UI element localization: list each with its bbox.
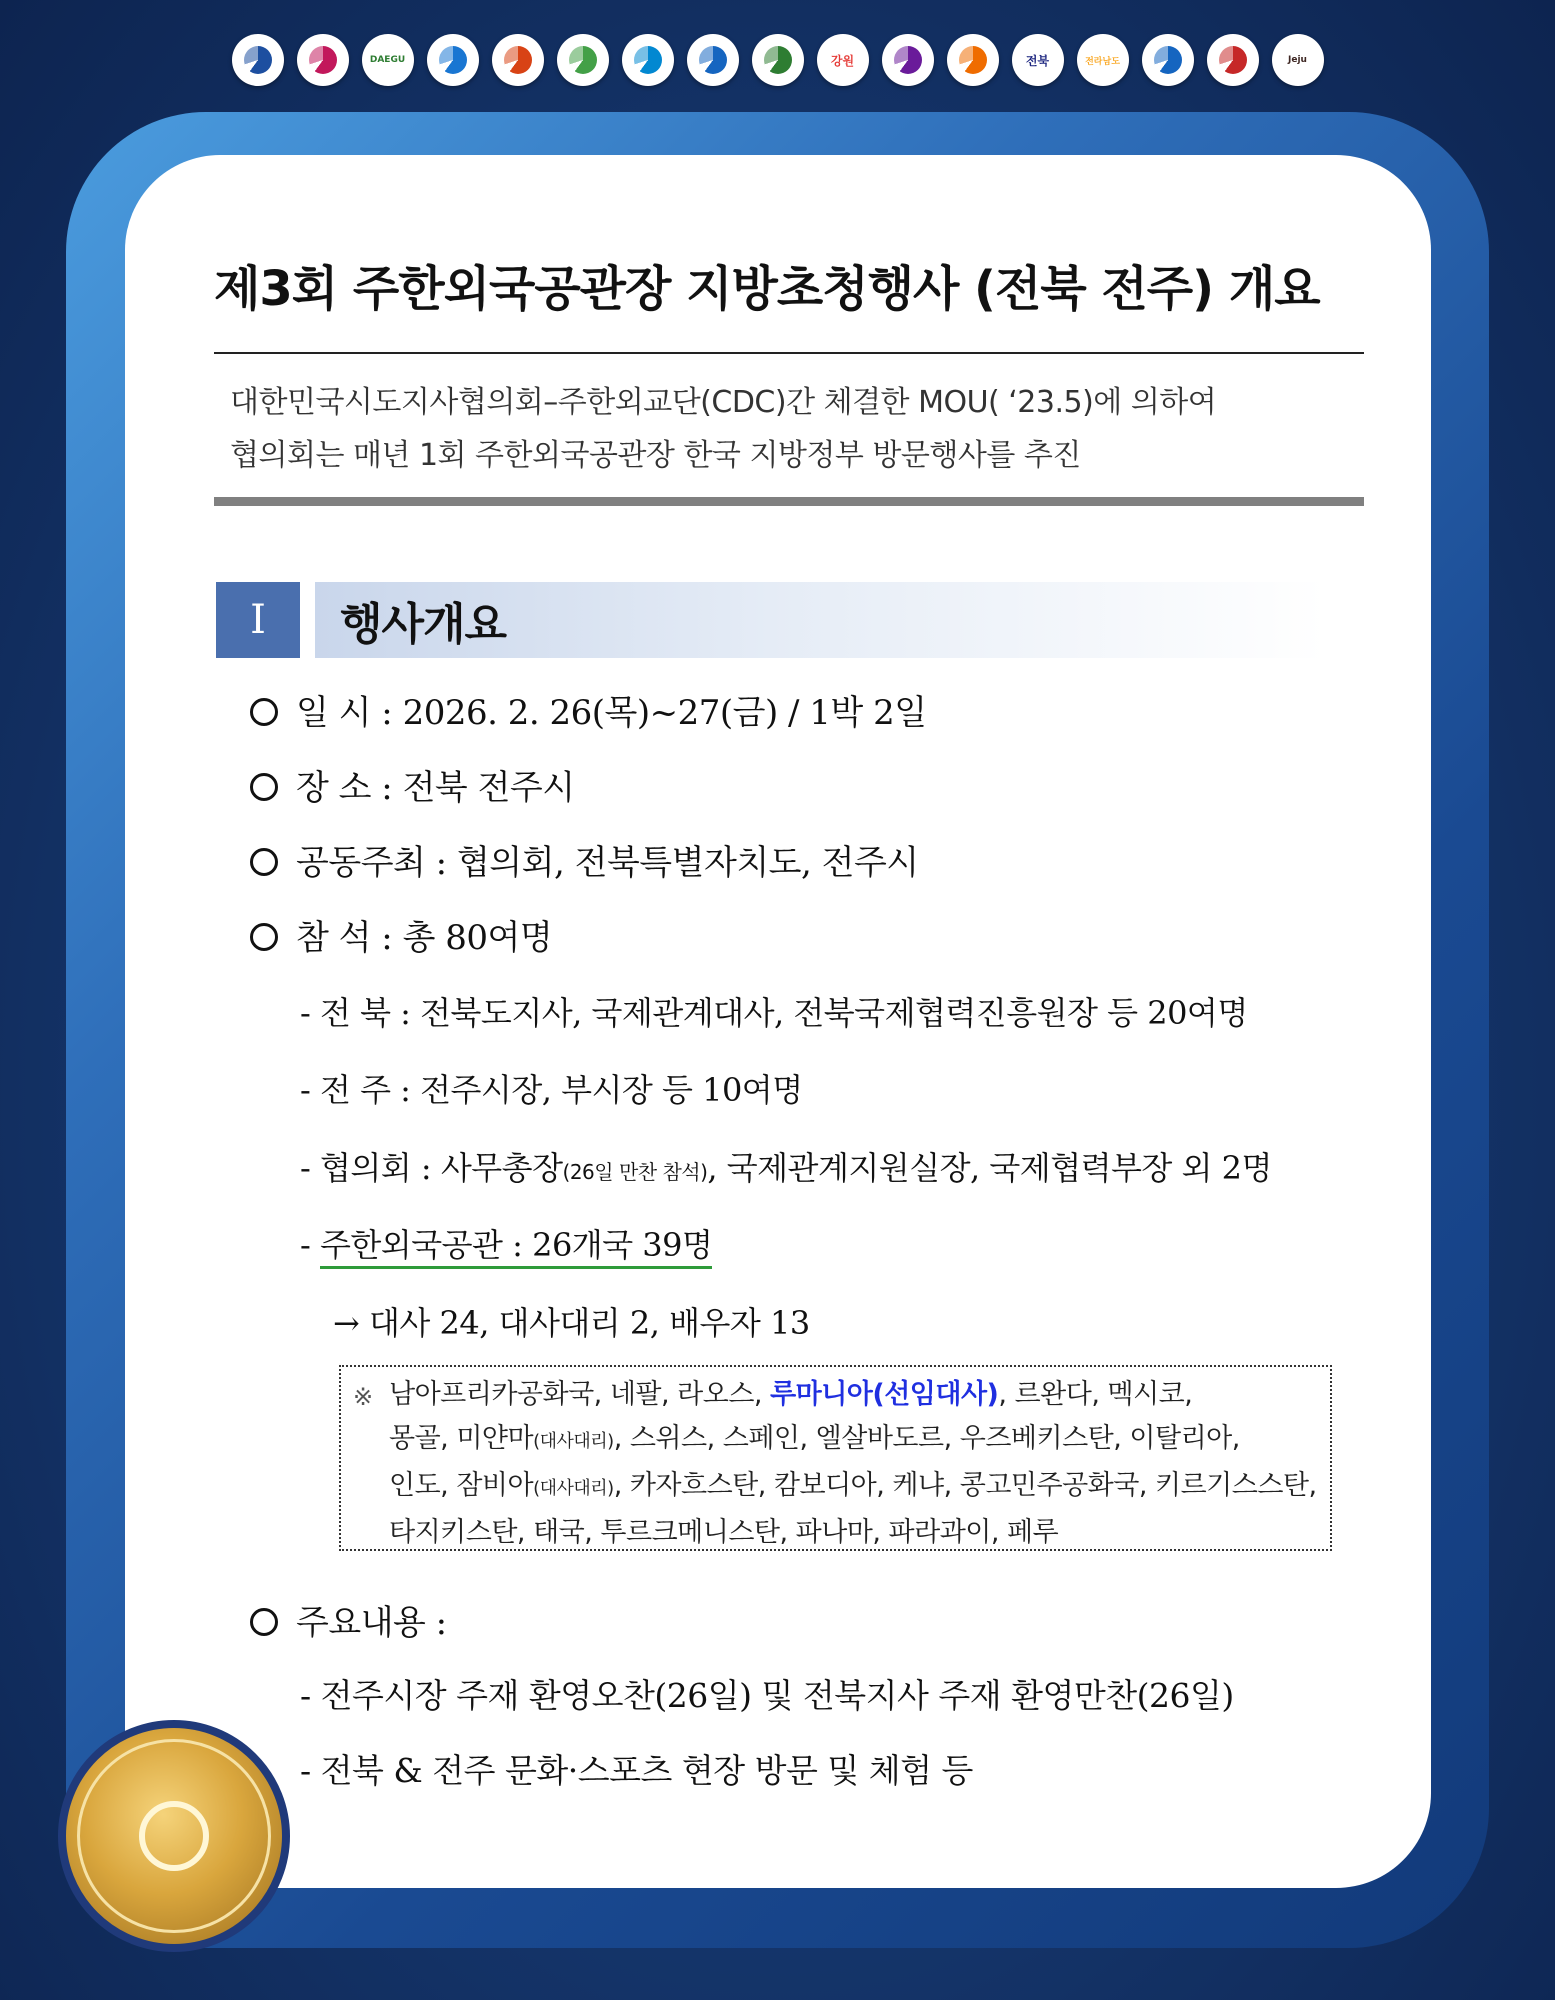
sub-item-label: - — [300, 1226, 320, 1264]
intro-line-1: 대한민국시도지사협의회–주한외교단(CDC)간 체결한 MOU( ‘23.5)에 의하여 — [230, 385, 1217, 420]
logo-chungbuk-icon — [882, 34, 934, 86]
intro-line-2: 협의회는 매년 1회 주한외국공관장 한국 지방정부 방문행사를 추진 — [230, 438, 1081, 473]
sub-item-missions — [300, 1220, 712, 1266]
logo-gyeongnam-icon — [1207, 34, 1259, 86]
seal-emblem-icon — [139, 1801, 209, 1871]
logo-sejong-icon — [687, 34, 739, 86]
section-title: 행사개요 — [340, 599, 507, 650]
sub-item-label: - 협의회 : — [300, 1149, 432, 1187]
missions-breakdown: → 대사 24, 대사대리 2, 배우자 13 — [333, 1304, 810, 1342]
sub-item-value-a: 사무총장 — [440, 1149, 563, 1187]
logo-gyeonggi-icon — [752, 34, 804, 86]
item-label: 주요내용 : — [296, 1603, 447, 1643]
section-number: I — [216, 582, 300, 658]
sub-item-note: (26일 만찬 참석) — [562, 1160, 708, 1184]
logo-gangwon-icon: 강원 — [817, 34, 869, 86]
circle-bullet-icon — [250, 698, 278, 726]
item-label: 장 소 : — [296, 768, 393, 808]
item-attendees — [250, 910, 552, 959]
item-main-content — [250, 1595, 447, 1644]
regional-logo-row — [0, 34, 1555, 86]
sub-item-jeonju — [300, 1065, 803, 1111]
item-place — [250, 760, 575, 809]
country-list-note — [339, 1365, 1332, 1551]
title-divider — [214, 352, 1364, 354]
logo-jeju-icon: Jeju — [1272, 34, 1324, 86]
item-value: 2026. 2. 26(목)~27(금) / 1박 2일 — [402, 693, 927, 733]
intro-summary — [230, 376, 1350, 482]
item-value: 총 80여명 — [402, 918, 553, 958]
circle-bullet-icon — [250, 1608, 278, 1636]
logo-gwangju-icon — [492, 34, 544, 86]
note-line-3: 인도, 잠비아(대사대리), 카자흐스탄, 캄보디아, 케냐, 콩고민주공화국, 키르기스스탄, — [389, 1470, 1317, 1501]
sub-item-value: 전주시장, 부시장 등 10여명 — [420, 1071, 803, 1109]
seal-ring — [77, 1739, 271, 1933]
sub-item-value: 전북도지사, 국제관계대사, 전북국제협력진흥원장 등 20여명 — [420, 994, 1248, 1032]
logo-daegu-icon: DAEGU — [362, 34, 414, 86]
circle-bullet-icon — [250, 848, 278, 876]
sub-item-value-b: , 국제관계지원실장, 국제협력부장 외 2명 — [707, 1149, 1272, 1187]
sub-item-jeonbuk — [300, 988, 1248, 1034]
main-content-item-2: - 전북 & 전주 문화·스포츠 현장 방문 및 체험 등 — [300, 1751, 973, 1790]
logo-jeonbuk-icon: 전북 — [1012, 34, 1064, 86]
sub-item-council — [300, 1143, 1272, 1189]
note-line-4: 타지키스탄, 태국, 투르크메니스탄, 파나마, 파라과이, 페루 — [389, 1517, 1059, 1548]
logo-daejeon-icon — [557, 34, 609, 86]
circle-bullet-icon — [250, 923, 278, 951]
document-title: 제3회 주한외국공관장 지방초청행사 (전북 전주) 개요 — [214, 261, 1320, 317]
note-line-2: 몽골, 미얀마(대사대리), 스위스, 스페인, 엘살바도르, 우즈베키스탄, 이탈리아, — [389, 1423, 1240, 1454]
item-label: 일 시 : — [296, 693, 393, 733]
logo-incheon-icon — [427, 34, 479, 86]
item-value: 협의회, 전북특별자치도, 전주시 — [456, 843, 919, 883]
item-date — [250, 685, 927, 734]
highlighted-country: 루마니아(선임대사) — [770, 1379, 999, 1410]
item-label: 참 석 : — [296, 918, 393, 958]
reference-mark-icon: ※ — [353, 1383, 373, 1411]
logo-busan-icon — [297, 34, 349, 86]
main-content-item-1: - 전주시장 주재 환영오찬(26일) 및 전북지사 주재 환영만찬(26일) — [300, 1676, 1234, 1715]
logo-chungnam-icon — [947, 34, 999, 86]
sub-item-label: - 전 북 : — [300, 994, 411, 1032]
sub-item-label: - 전 주 : — [300, 1071, 411, 1109]
logo-ulsan-icon — [622, 34, 674, 86]
item-label: 공동주최 : — [296, 843, 447, 883]
note-line-1: 남아프리카공화국, 네팔, 라오스, 루마니아(선임대사), 르완다, 멕시코, — [389, 1379, 1193, 1410]
logo-jeonnam-icon: 전라남도 — [1077, 34, 1129, 86]
item-host — [250, 835, 919, 884]
sub-item-value: 주한외국공관 : 26개국 39명 — [320, 1226, 712, 1269]
circle-bullet-icon — [250, 773, 278, 801]
logo-gyeongbuk-icon — [1142, 34, 1194, 86]
intro-divider — [214, 497, 1364, 506]
logo-seoul-icon — [232, 34, 284, 86]
item-value: 전북 전주시 — [402, 768, 575, 808]
association-seal-logo — [58, 1720, 290, 1952]
